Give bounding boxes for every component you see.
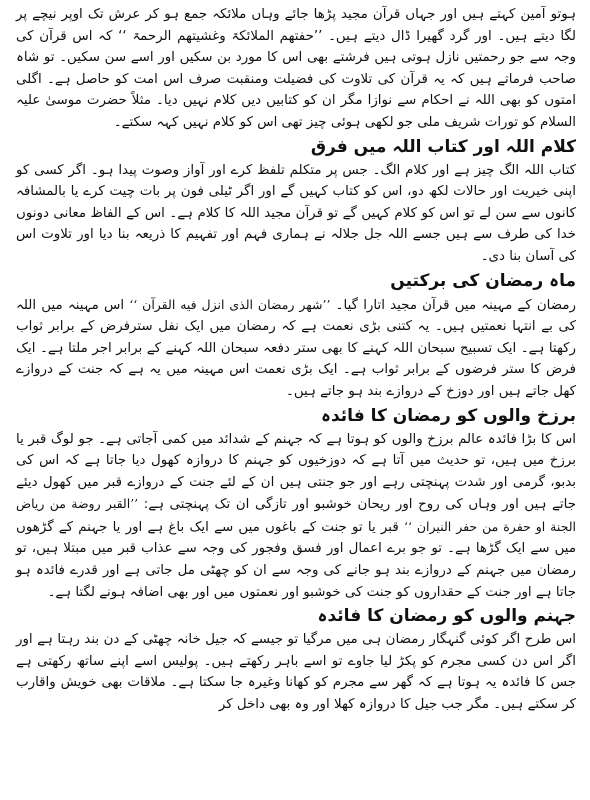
paragraph-ramadan-blessings — [16, 294, 576, 403]
paragraph-text: قبر یا تو جنت کے باغوں میں سے ایک باغ ہے اور یا جہنم کے گڑھوں میں سے ایک گڑھا ہے۔ تو جو برے اعمال اور فسق وفجور کی وجہ سے عذاب قبر میں مبتلا ہیں، تو رمضان میں جہنم کے دروازے بند ہو جانے کی وجہ سے ان کو چھٹی مل جاتی ہے اور قدرے فائدہ ہو جاتا ہے اور جنت کے حقداروں کو جنت کی خوشبو اور نعمتوں میں اور بھی اضافہ ہونے لگتا ہے۔ — [16, 519, 576, 600]
arabic-quote: ’’شهر رمضان الذى انزل فيه القرآن ‘‘ — [129, 296, 331, 312]
heading-kalam-vs-kitab: کلام اللہ اور کتاب اللہ میں فرق — [310, 136, 576, 157]
paragraph-kalam-vs-kitab: کتاب اللہ الگ چیز ہے اور کلام الگ۔ جس پر متکلم تلفظ کرے اور آواز وصوت پیدا ہو۔ اگر کسی کو اپنی خیریت اور حالات لکھ دو، اس کو کتاب کہیں گے اور اگر ٹیلی فون پر بات چیت کرے یا بالمشافہ کانوں سے سن لے تو اس کو کلام کہیں گے تو قرآن مجید اللہ کا کلام ہے۔ اس کے الفاظ معانی دونوں خدا کی طرف سے ہیں جسے اللہ جل جلالہ نے ہماری فہم اور تفہیم کا ذریعہ بنا دیا اور تلاوت اس کی آسان بنا دی۔ — [16, 162, 576, 264]
heading-ramadan-blessings: ماہ رمضان کی برکتیں — [390, 270, 576, 291]
paragraph-quran-recitation: ہوتو آمین کہتے ہیں اور جہاں قرآن مجید پڑھا جائے وہاں ملائکہ جمع ہو کر عرش تک اوپر نیچے پر لگا دیتے ہیں۔ اور گرد گھیرا ڈال دیتے ہیں۔ ’’حفتھم الملائکۃ وغشیتھم الرحمۃ ‘‘ کہ اس قرآن کی وجہ سے جو رحمتیں نازل ہوتی ہیں فرشتے بھی اس کا مورد بن سکیں اور اسے سن سکیں۔ تو شاہ صاحب فرماتے ہیں کہ یہ قرآن کی تلاوت کی فضیلت ومنقبت صرف اس امت کو حاصل ہے۔ اگلی امتوں کو بھی اللہ نے احکام سے نوازا مگر ان کو کتابیں دیں کلام نہیں دیا۔ مثلاً حضرت موسیٰ علیہ السلام کو تورات شریف ملی جو لکھی ہوئی چیز تھی اس کو کلام نہیں کہہ سکتے۔ — [16, 7, 576, 130]
paragraph-barzakh-benefit — [16, 429, 576, 604]
arabic-hadith: ’’القبر روضة من رياض الجنة او حفرة من حفر النيران ‘‘ — [16, 496, 576, 534]
heading-barzakh-benefit: برزخ والوں کو رمضان کا فائدہ — [321, 405, 576, 426]
heading-jahannam-benefit: جہنم والوں کو رمضان کا فائدہ — [317, 606, 576, 627]
paragraph-jahannam-benefit: اس طرح اگر کوئی گنہگار رمضان ہی میں مرگیا تو جیسے کہ جیل خانہ چھٹی کے دن بند رہتا ہے اور اگر اس دن کسی مجرم کو پکڑ لیا جاوے تو اسے باہر رکھتے ہیں۔ پولیس اسے اپنے ساتھ رکھتی ہے جس کا فائدہ یہ ہوتا ہے کہ گھر سے مجرم کو کھانا وغیرہ جا سکتا ہے۔ ملاقات بھی خویش واقارب کر سکتے ہیں۔ مگر جب جیل کا دروازہ کھلا اور وہ بھی داخل کر — [16, 632, 576, 713]
paragraph-text: اس مہینہ میں اللہ کی بے انتہا نعمتیں ہیں۔ یہ کتنی بڑی نعمت ہے کہ رمضان میں ایک نفل سترفرض کے برابر ثواب رکھتا ہے۔ ایک تسبیح سبحان اللہ کہنے کا بھی ستر دفعہ سبحان اللہ کہنے کے برابر اجر ملتا ہے۔ ایک فرض کا ستر فرضوں کے برابر ثواب ہے۔ ایک بڑی نعمت اس مہینہ میں یہ ہے کہ جنت کے دروازے کھل جاتے ہیں اور دوزخ کے دروازے بند ہو جاتے ہیں۔ — [16, 297, 576, 399]
paragraph-text: اس کا بڑا فائدہ عالم برزخ والوں کو ہوتا ہے کہ جہنم کے شدائد میں کمی آجاتی ہے۔ جو لوگ قبر یا برزخ میں ہیں، تو حدیث میں آتا ہے کہ دوزخیوں کو جہنم کا دروازہ کھول دیا جاتا ہے کہ اس کی بدبو، گرمی اور شدت پہنچتی رہے اور جو جنتی ہیں ان کے لئے جنت کے دروازے قبر میں کھول دیئے جاتے ہیں اور وہاں کی روح اور ریحان خوشبو اور تازگی ان تک پہنچتی ہے: — [16, 431, 576, 513]
paragraph-text: رمضان کے مہینہ میں قرآن مجید اتارا گیا۔ — [335, 297, 577, 313]
